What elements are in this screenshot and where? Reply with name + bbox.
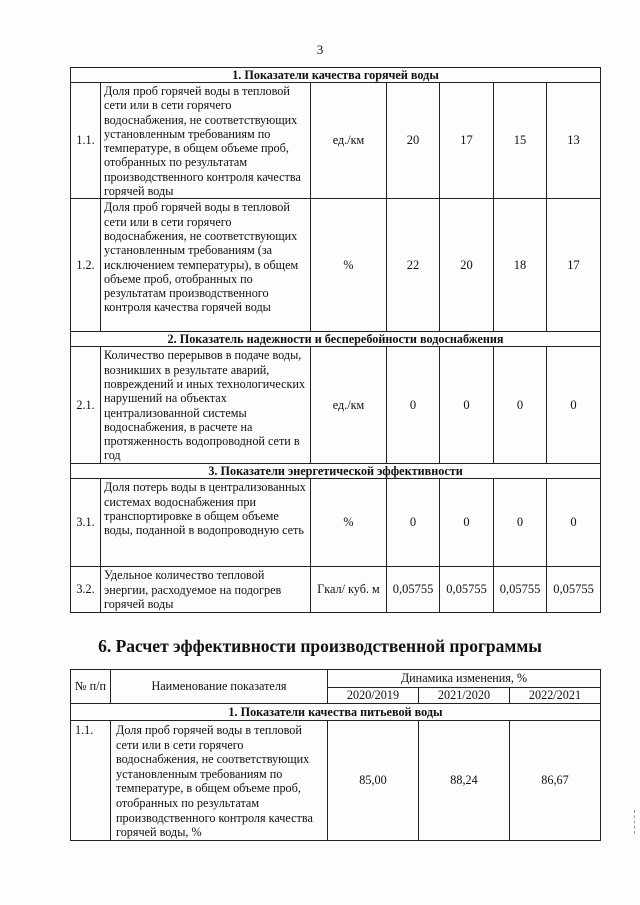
section-title-energy-efficiency: 3. Показатели энергетической эффективности [71, 464, 601, 479]
unit-cell: % [311, 199, 387, 332]
table-row [71, 721, 601, 841]
value-cell: 13 [547, 83, 601, 199]
section-title-reliability: 2. Показатель надежности и бесперебойности водоснабжения [71, 332, 601, 347]
value-cell: 22 [387, 199, 440, 332]
efficiency-table [70, 669, 601, 841]
value-cell: 17 [547, 199, 601, 332]
row-number: 1.2. [71, 199, 101, 332]
unit-cell: ед./км [311, 347, 387, 464]
unit-cell: Гкал/ куб. м [311, 567, 387, 613]
value-cell: 0 [440, 479, 494, 567]
table-row [71, 567, 601, 613]
value-cell: 0,05755 [494, 567, 547, 613]
unit-cell: ед./км [311, 83, 387, 199]
indicator-description: Доля потерь воды в централизованных системах водоснабжения при транспортировке в общем объеме воды, поданной в водопроводную сеть [101, 479, 311, 567]
value-cell: 17 [440, 83, 494, 199]
value-cell: 15 [494, 83, 547, 199]
value-cell: 20 [440, 199, 494, 332]
header-period: 2020/2019 [328, 688, 419, 704]
table-row [71, 199, 601, 332]
value-cell: 88,24 [419, 721, 510, 841]
value-cell: 0 [440, 347, 494, 464]
section-title-drinking-water-quality: 1. Показатели качества питьевой воды [71, 704, 601, 721]
section-title-hot-water-quality: 1. Показатели качества горячей воды [71, 68, 601, 83]
row-number: 1.1. [71, 721, 111, 841]
value-cell: 18 [494, 199, 547, 332]
header-period: 2021/2020 [419, 688, 510, 704]
value-cell: 0,05755 [387, 567, 440, 613]
header-number: № п/п [71, 670, 111, 704]
table-row [71, 83, 601, 199]
indicator-description: Доля проб горячей воды в тепловой сети или в сети горячего водоснабжения, не соответствующих установленным требованиям по температуре, в общем объеме проб, отобранных по результатам производственного контроля качества горячей воды, % [111, 721, 328, 841]
table-row [71, 479, 601, 567]
page-number: 3 [316, 42, 324, 57]
value-cell: 85,00 [328, 721, 419, 841]
header-indicator-name: Наименование показателя [111, 670, 328, 704]
unit-cell: % [311, 479, 387, 567]
value-cell: 0 [494, 479, 547, 567]
row-number: 3.1. [71, 479, 101, 567]
header-period: 2022/2021 [510, 688, 601, 704]
scan-edge-mark [634, 810, 638, 834]
table-row [71, 347, 601, 464]
value-cell: 86,67 [510, 721, 601, 841]
header-dynamics: Динамика изменения, % [328, 670, 601, 688]
indicator-description: Удельное количество тепловой энергии, расходуемое на подогрев горячей воды [101, 567, 311, 613]
value-cell: 0 [494, 347, 547, 464]
indicator-description: Доля проб горячей воды в тепловой сети или в сети горячего водоснабжения, не соответствующих установленным требованиям (за исключением температуры), в общем объеме проб, отобранных по результатам производственного контроля качества горячей воды [101, 199, 311, 332]
section-6-heading: 6. Расчет эффективности производственной программы [98, 636, 542, 656]
indicator-description: Количество перерывов в подаче воды, возникших в результате аварий, повреждений и иных технологических нарушений на объектах централизованной системы водоснабжения, в расчете на протяженность водопроводной сети в год [101, 347, 311, 464]
indicators-table [70, 67, 601, 613]
indicator-description: Доля проб горячей воды в тепловой сети или в сети горячего водоснабжения, не соответствующих установленным требованиям по температуре, в общем объеме проб, отобранных по результатам производственного контроля качества горячей воды [101, 83, 311, 199]
value-cell: 0 [547, 479, 601, 567]
row-number: 3.2. [71, 567, 101, 613]
value-cell: 0,05755 [547, 567, 601, 613]
row-number: 1.1. [71, 83, 101, 199]
value-cell: 0 [547, 347, 601, 464]
value-cell: 0 [387, 347, 440, 464]
value-cell: 0,05755 [440, 567, 494, 613]
value-cell: 0 [387, 479, 440, 567]
row-number: 2.1. [71, 347, 101, 464]
value-cell: 20 [387, 83, 440, 199]
